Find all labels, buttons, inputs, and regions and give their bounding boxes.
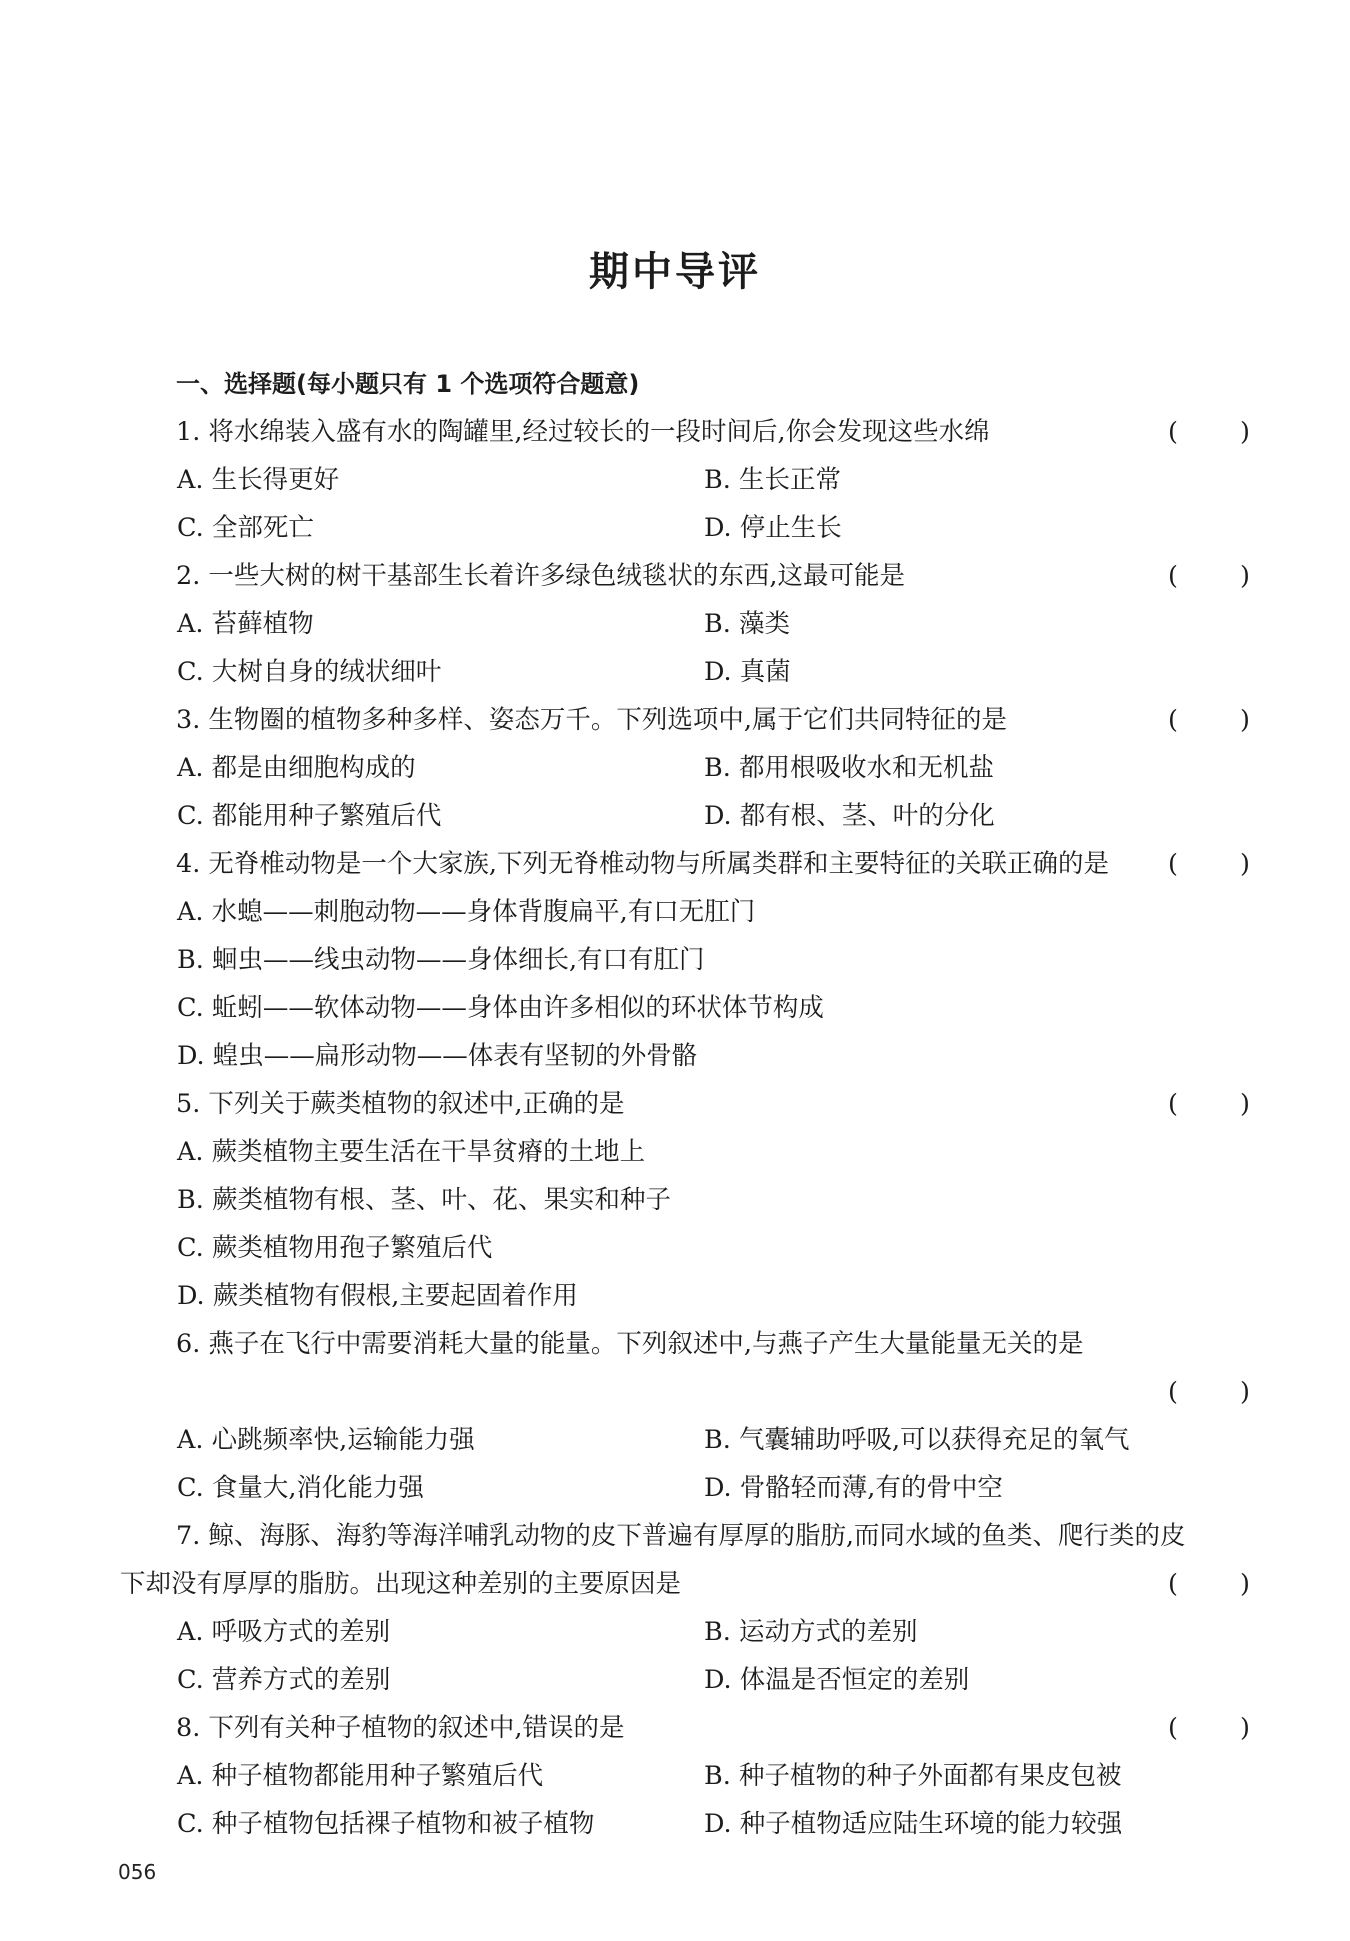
question-stem-text: 1. 将水绵装入盛有水的陶罐里,经过较长的一段时间后,你会发现这些水绵 xyxy=(176,417,990,447)
question-5-option-d: D. 蕨类植物有假根,主要起固着作用 xyxy=(177,1281,578,1311)
question-3-options-cd xyxy=(120,792,1250,840)
option-b: B. 种子植物的种子外面都有果皮包被 xyxy=(704,1761,1122,1791)
question-7-stem-line-1: 7. 鲸、海豚、海豹等海洋哺乳动物的皮下普遍有厚厚的脂肪,而同水域的鱼类、爬行类的皮 xyxy=(176,1521,1186,1551)
question-8-options-ab xyxy=(120,1752,1250,1800)
question-stem-text: 3. 生物圈的植物多种多样、姿态万千。下列选项中,属于它们共同特征的是 xyxy=(176,705,1008,735)
option-c: C. 都能用种子繁殖后代 xyxy=(177,801,442,831)
option-c: C. 大树自身的绒状细叶 xyxy=(177,657,442,687)
option-c: C. 种子植物包括裸子植物和被子植物 xyxy=(177,1809,595,1839)
answer-bracket: ( ) xyxy=(1168,705,1250,735)
question-stem-text: 下却没有厚厚的脂肪。出现这种差别的主要原因是 xyxy=(120,1569,682,1599)
question-3-stem xyxy=(120,696,1250,744)
answer-bracket: ( ) xyxy=(1168,849,1250,879)
option-d: D. 停止生长 xyxy=(704,513,842,543)
answer-bracket: ( ) xyxy=(1168,417,1250,447)
option-b: B. 藻类 xyxy=(704,609,790,639)
question-1-options-cd xyxy=(120,504,1250,552)
question-stem-text: 8. 下列有关种子植物的叙述中,错误的是 xyxy=(176,1713,625,1743)
question-6-stem xyxy=(120,1320,1250,1368)
option-d: D. 种子植物适应陆生环境的能力较强 xyxy=(704,1809,1123,1839)
section-heading: 一、选择题(每小题只有 1 个选项符合题意) xyxy=(176,370,640,398)
option-b: B. 运动方式的差别 xyxy=(704,1617,918,1647)
question-4-option-b: B. 蛔虫——线虫动物——身体细长,有口有肛门 xyxy=(177,945,705,975)
option-b: B. 都用根吸收水和无机盐 xyxy=(704,753,994,783)
question-5-option-a: A. 蕨类植物主要生活在干旱贫瘠的土地上 xyxy=(177,1137,646,1167)
answer-bracket: ( ) xyxy=(1168,1377,1250,1407)
option-d: D. 骨骼轻而薄,有的骨中空 xyxy=(704,1473,1003,1503)
question-6-options-ab xyxy=(120,1416,1250,1464)
question-8-options-cd xyxy=(120,1800,1250,1848)
page-title: 期中导评 xyxy=(589,249,761,295)
page-number: 056 xyxy=(118,1860,157,1884)
option-a: A. 心跳频率快,运输能力强 xyxy=(177,1425,475,1455)
question-3-options-ab xyxy=(120,744,1250,792)
option-c: C. 全部死亡 xyxy=(177,513,314,543)
option-d: D. 真菌 xyxy=(704,657,791,687)
question-stem-text: 5. 下列关于蕨类植物的叙述中,正确的是 xyxy=(176,1089,625,1119)
question-4-option-d: D. 蝗虫——扁形动物——体表有坚韧的外骨骼 xyxy=(177,1041,698,1071)
question-stem-text: 2. 一些大树的树干基部生长着许多绿色绒毯状的东西,这最可能是 xyxy=(176,561,906,591)
option-a: A. 苔藓植物 xyxy=(177,609,314,639)
question-1-options-ab xyxy=(120,456,1250,504)
option-a: A. 种子植物都能用种子繁殖后代 xyxy=(177,1761,544,1791)
question-5-option-b: B. 蕨类植物有根、茎、叶、花、果实和种子 xyxy=(177,1185,671,1215)
question-1-stem xyxy=(120,408,1250,456)
option-d: D. 都有根、茎、叶的分化 xyxy=(704,801,995,831)
option-a: A. 都是由细胞构成的 xyxy=(177,753,416,783)
answer-bracket: ( ) xyxy=(1168,1569,1250,1599)
question-5-stem xyxy=(120,1080,1250,1128)
question-6-options-cd xyxy=(120,1464,1250,1512)
question-2-options-ab xyxy=(120,600,1250,648)
answer-bracket: ( ) xyxy=(1168,561,1250,591)
question-6-bracket-row xyxy=(120,1368,1250,1416)
question-2-options-cd xyxy=(120,648,1250,696)
question-8-stem xyxy=(120,1704,1250,1752)
option-b: B. 气囊辅助呼吸,可以获得充足的氧气 xyxy=(704,1425,1130,1455)
question-7-options-ab xyxy=(120,1608,1250,1656)
answer-bracket: ( ) xyxy=(1168,1713,1250,1743)
question-7-stem-line-2 xyxy=(120,1560,1250,1608)
option-a: A. 呼吸方式的差别 xyxy=(177,1617,391,1647)
question-4-stem xyxy=(120,840,1250,888)
question-4-option-a: A. 水螅——刺胞动物——身体背腹扁平,有口无肛门 xyxy=(177,897,756,927)
question-stem-text: 4. 无脊椎动物是一个大家族,下列无脊椎动物与所属类群和主要特征的关联正确的是 xyxy=(176,849,1110,879)
option-a: A. 生长得更好 xyxy=(177,465,340,495)
question-list xyxy=(120,360,1250,1848)
option-c: C. 食量大,消化能力强 xyxy=(177,1473,424,1503)
question-7-options-cd xyxy=(120,1656,1250,1704)
answer-bracket: ( ) xyxy=(1168,1089,1250,1119)
question-2-stem xyxy=(120,552,1250,600)
question-stem-text: 6. 燕子在飞行中需要消耗大量的能量。下列叙述中,与燕子产生大量能量无关的是 xyxy=(176,1329,1084,1359)
option-b: B. 生长正常 xyxy=(704,465,841,495)
question-5-option-c: C. 蕨类植物用孢子繁殖后代 xyxy=(177,1233,493,1263)
option-d: D. 体温是否恒定的差别 xyxy=(704,1665,970,1695)
option-c: C. 营养方式的差别 xyxy=(177,1665,391,1695)
question-4-option-c: C. 蚯蚓——软体动物——身体由许多相似的环状体节构成 xyxy=(177,993,824,1023)
